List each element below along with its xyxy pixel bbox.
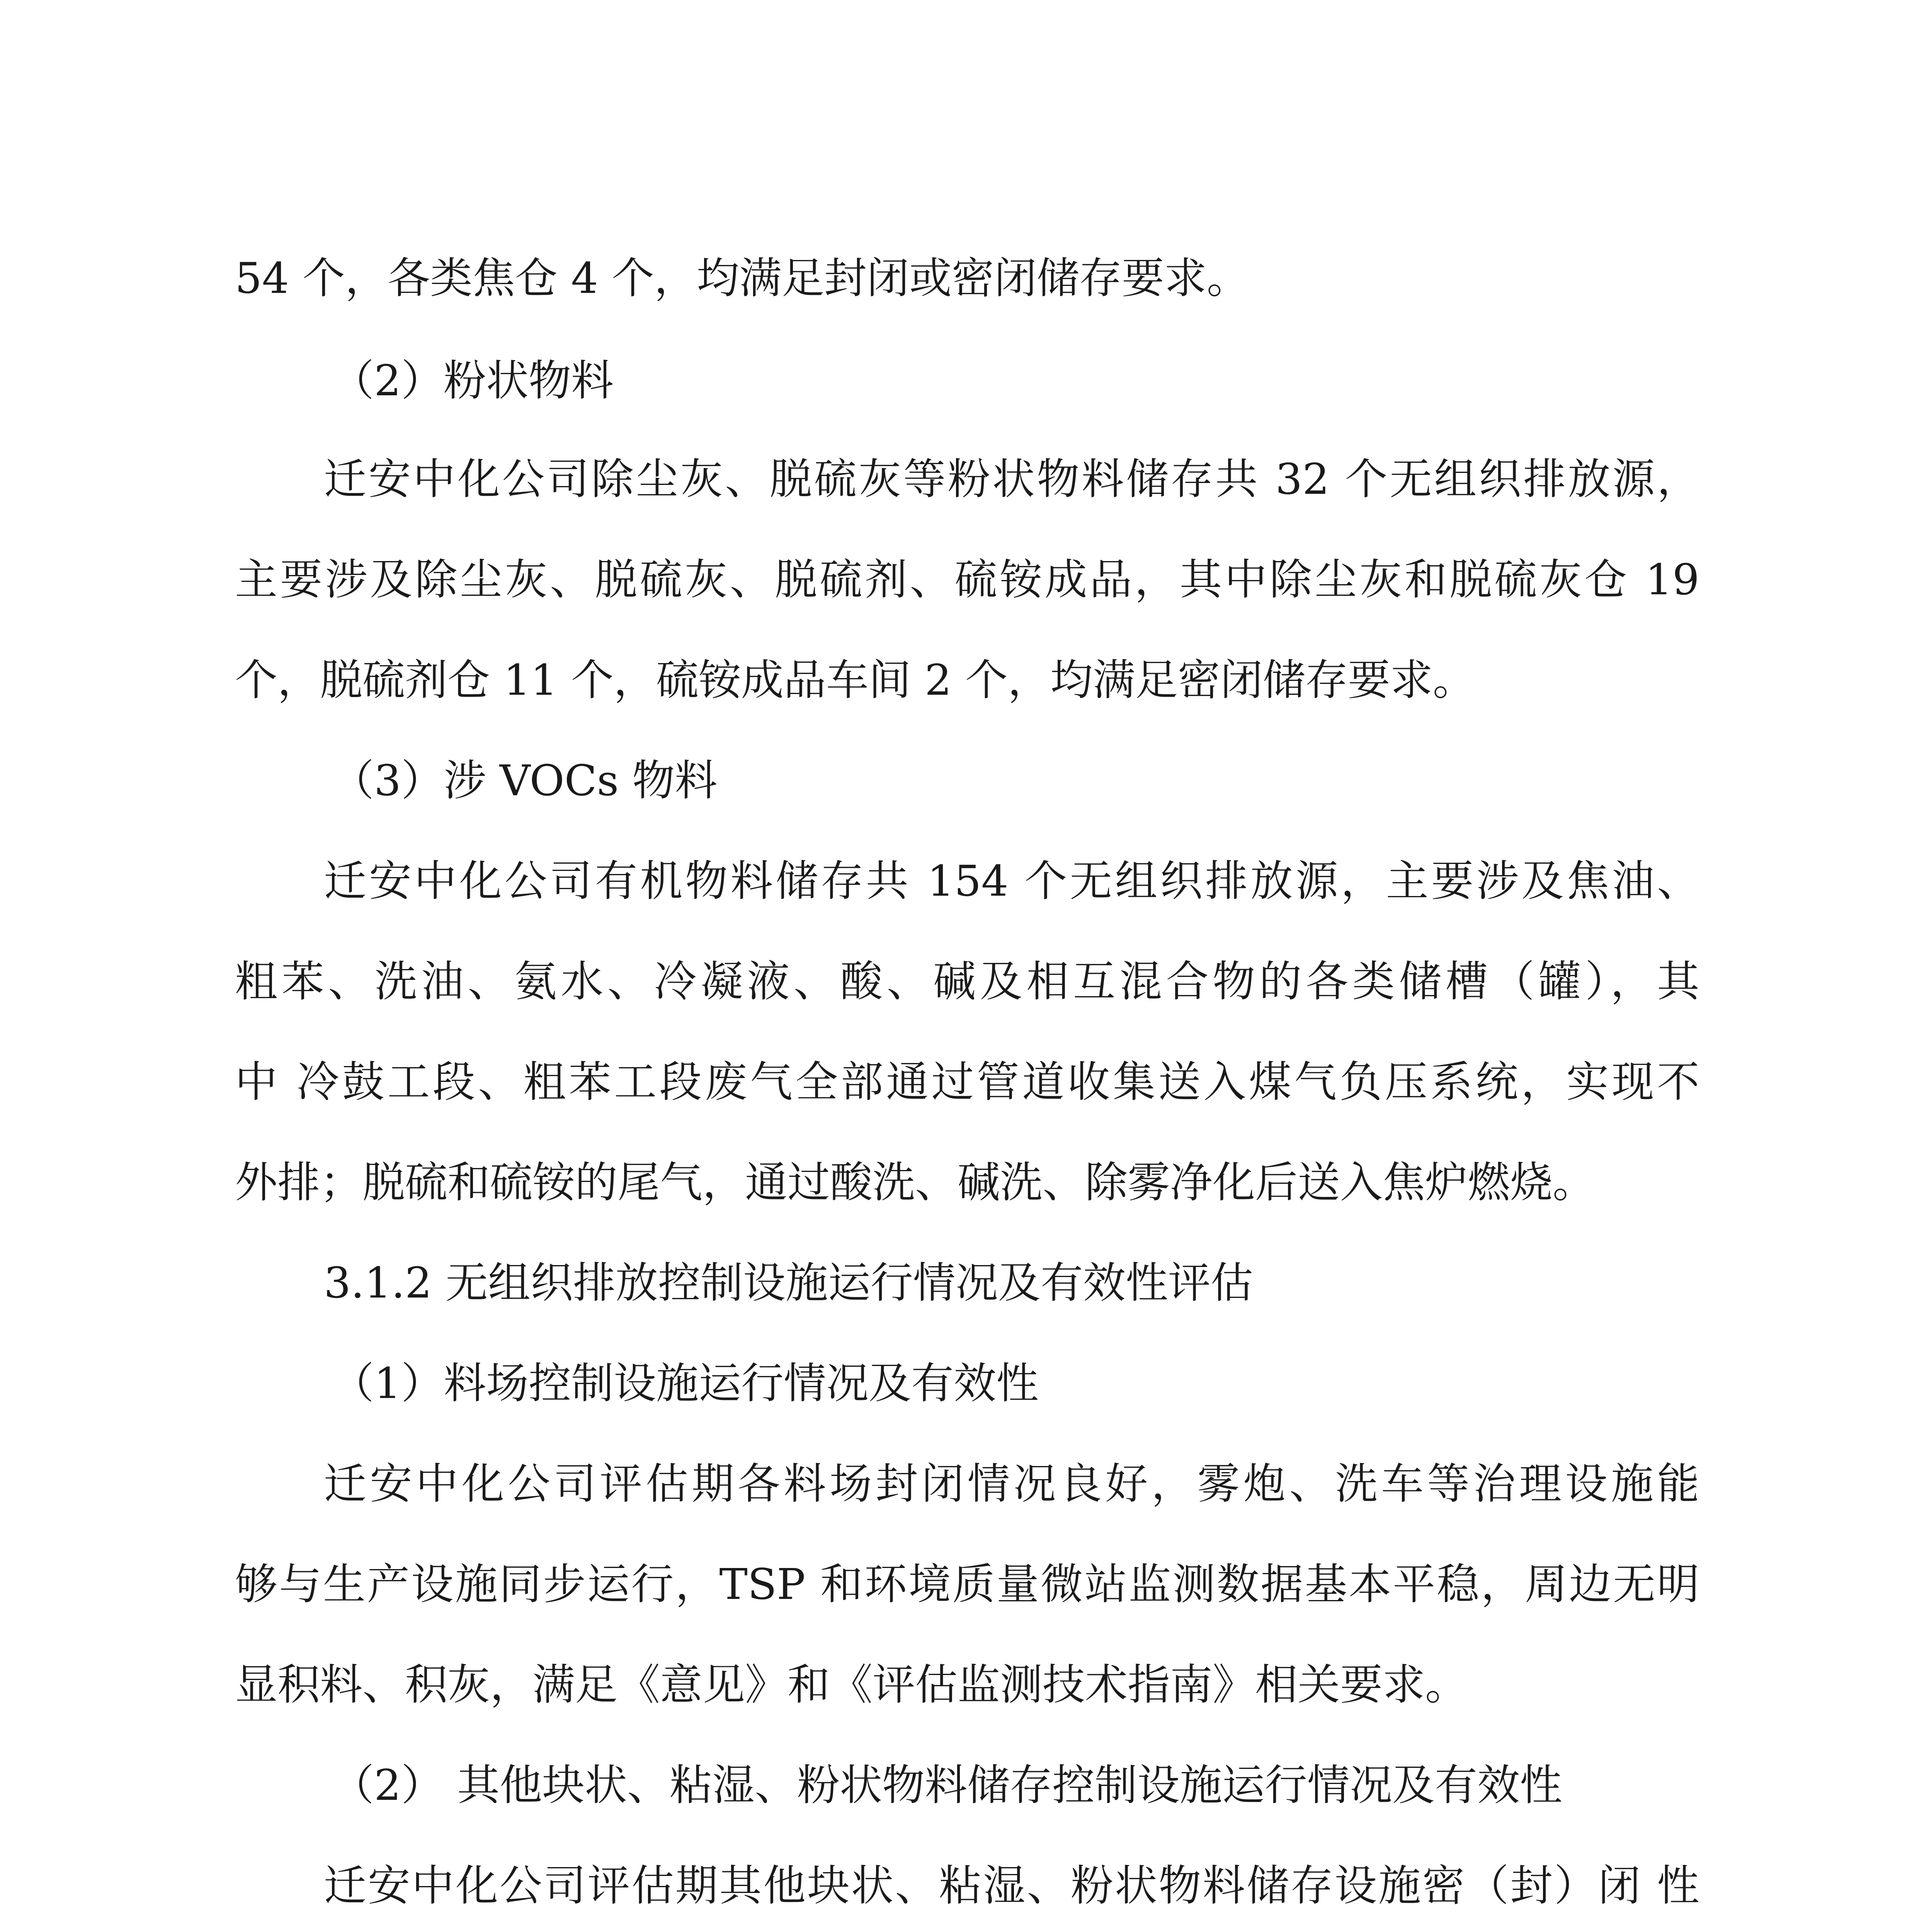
text-line: 显积料、积灰，满足《意见》和《评估监测技术指南》相关要求。 — [235, 1660, 1468, 1709]
text-line: 个，脱硫剂仓 11 个，硫铵成品车间 2 个，均满足密闭储存要求。 — [235, 655, 1475, 705]
paragraph-first-line: 迁安中化公司有机物料储存共 154 个无组织排放源，主要涉及焦油、 — [324, 856, 1699, 906]
subheading: （1）料场控制设施运行情况及有效性 — [332, 1359, 1039, 1408]
text-line: 中 冷鼓工段、粗苯工段废气全部通过管道收集送入煤气负压系统，实现不 — [235, 1057, 1699, 1107]
text-line: 主要涉及除尘灰、脱硫灰、脱硫剂、硫铵成品，其中除尘灰和脱硫灰仓 19 — [235, 555, 1699, 604]
paragraph-first-line: 迁安中化公司评估期各料场封闭情况良好，雾炮、洗车等治理设施能 — [324, 1459, 1699, 1509]
text-line: 粗苯、洗油、氨水、冷凝液、酸、碱及相互混合物的各类储槽（罐），其 — [235, 957, 1699, 1006]
paragraph-first-line: 迁安中化公司评估期其他块状、粘湿、粉状物料储存设施密（封）闭 性 — [324, 1861, 1699, 1910]
text-line: 外排；脱硫和硫铵的尾气，通过酸洗、碱洗、除雾净化后送入焦炉燃烧。 — [235, 1158, 1595, 1207]
section-heading: 3.1.2 无组织排放控制设施运行情况及有效性评估 — [324, 1258, 1253, 1308]
paragraph-first-line: 迁安中化公司除尘灰、脱硫灰等粉状物料储存共 32 个无组织排放源， — [324, 454, 1699, 504]
text-line: 够与生产设施同步运行，TSP 和环境质量微站监测数据基本平稳，周边无明 — [235, 1560, 1699, 1609]
subheading: （2） 其他块状、粘湿、粉状物料储存控制设施运行情况及有效性 — [332, 1760, 1562, 1810]
text-line: 54 个，各类焦仓 4 个，均满足封闭或密闭储存要求。 — [235, 253, 1249, 303]
subheading: （2）粉状物料 — [332, 356, 614, 405]
subheading: （3）涉 VOCs 物料 — [332, 756, 718, 805]
